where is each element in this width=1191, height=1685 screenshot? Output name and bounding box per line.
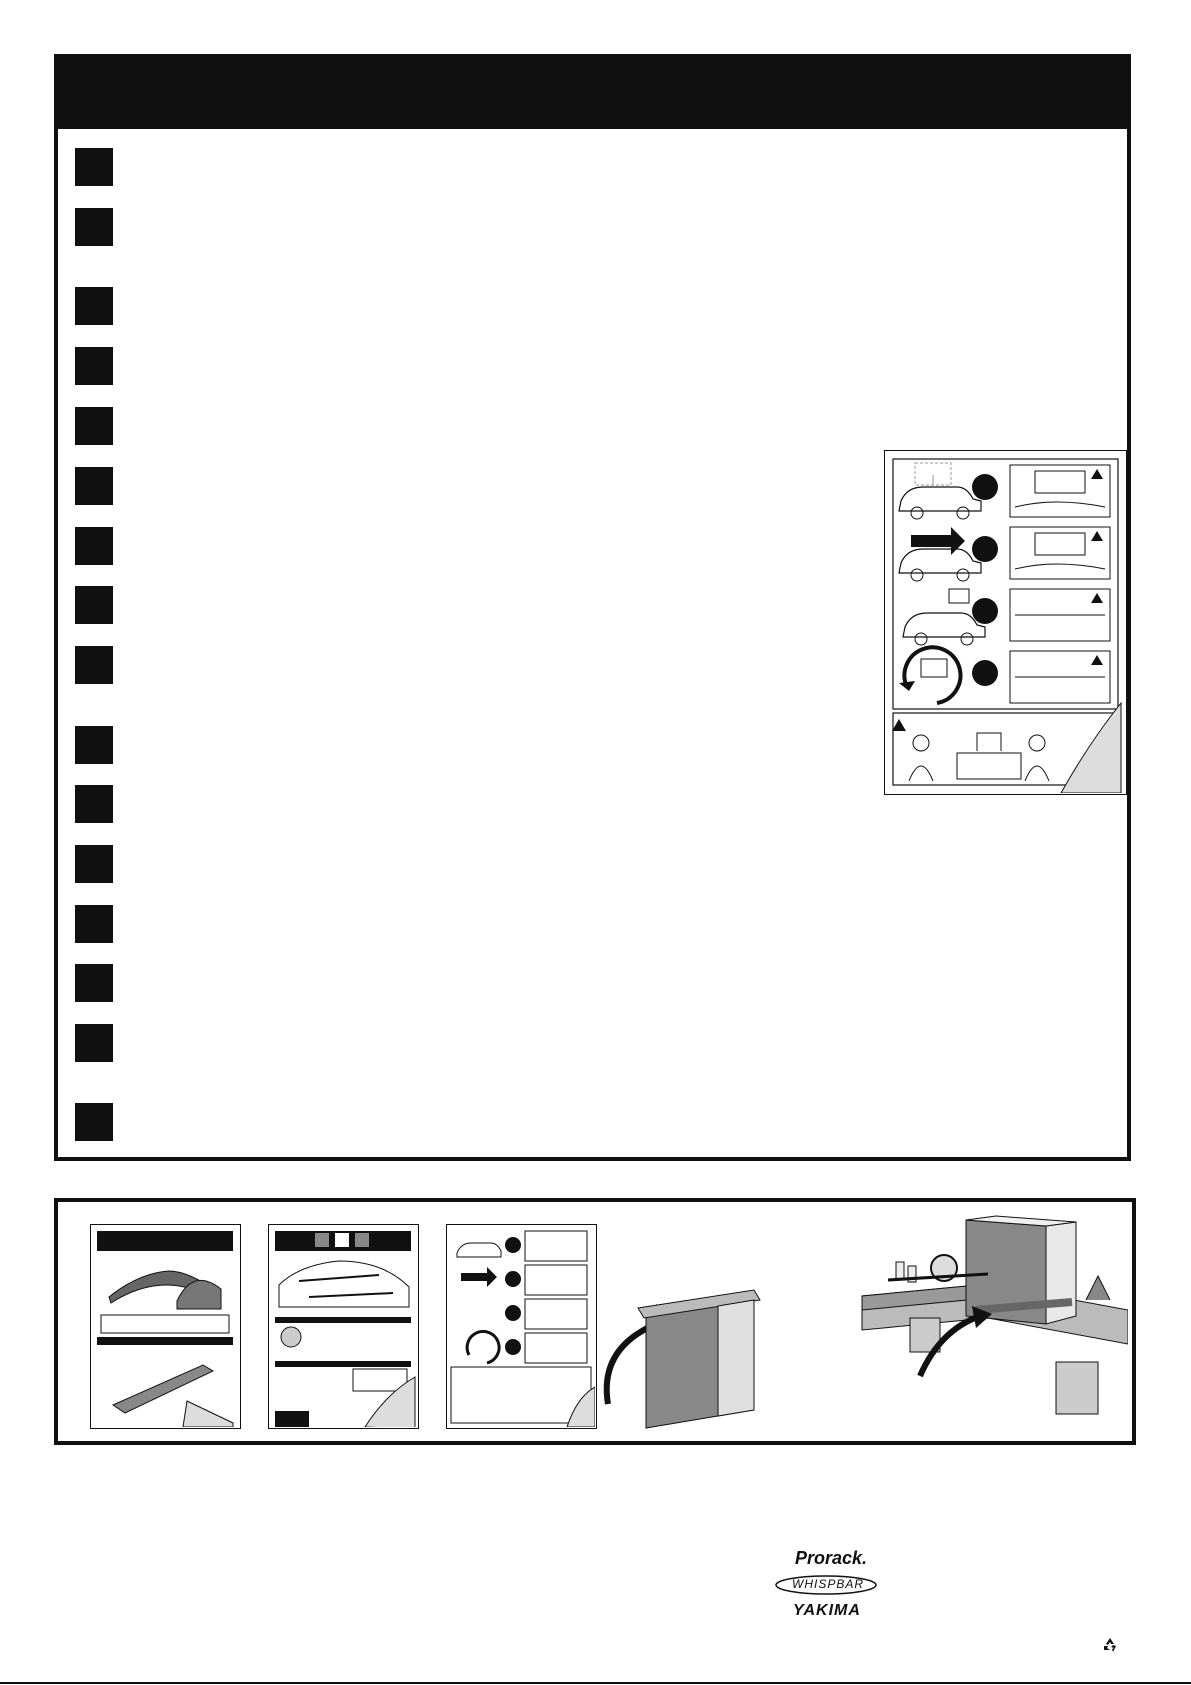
step-number-box — [75, 148, 113, 186]
stop-hand-icon — [972, 474, 998, 500]
warning-triangle-icon — [1091, 469, 1103, 479]
workbench-tools-illustration — [856, 1214, 1128, 1436]
step-number-box — [75, 347, 113, 385]
warning-triangle-icon — [1091, 593, 1103, 603]
curved-arrow-icon — [904, 647, 960, 703]
manual-thumbnail-1 — [90, 1224, 241, 1429]
step-number-box — [75, 1024, 113, 1062]
step-number-box — [75, 1103, 113, 1141]
warning-row-load — [899, 463, 1110, 519]
recycle-icon — [1101, 1636, 1119, 1654]
instructions-panel — [54, 54, 1131, 1161]
warning-row-brake — [903, 589, 1110, 645]
manual-thumbnail-2 — [268, 1224, 419, 1429]
yakima-logo: YAKIMA — [793, 1602, 861, 1619]
manual-thumbnail-3 — [446, 1224, 597, 1429]
prorack-logo: Prorack. — [795, 1548, 868, 1568]
stop-hand-icon — [972, 598, 998, 624]
warning-card — [884, 450, 1127, 795]
step-number-box — [75, 407, 113, 445]
step-number-box — [75, 586, 113, 624]
warning-triangle-icon — [892, 719, 906, 731]
page-bottom-rule — [0, 1682, 1191, 1684]
step-number-box — [75, 726, 113, 764]
fitting-kit-box-illustration — [578, 1268, 828, 1438]
whispbar-logo — [774, 1574, 878, 1596]
warning-row-turn — [899, 647, 1110, 703]
warning-row-drive — [899, 527, 1110, 581]
whispbar-logo-text: WHISPBAR — [792, 1577, 865, 1591]
kit-contents-panel — [54, 1198, 1136, 1445]
step-number-box — [75, 845, 113, 883]
stop-hand-icon — [972, 660, 998, 686]
arrow-right-icon — [911, 527, 965, 555]
step-number-box — [75, 287, 113, 325]
step-number-box — [75, 527, 113, 565]
step-number-box — [75, 785, 113, 823]
step-number-box — [75, 964, 113, 1002]
panel-header — [58, 58, 1127, 129]
stop-hand-icon — [972, 536, 998, 562]
warning-triangle-icon — [1091, 531, 1103, 541]
step-number-box — [75, 467, 113, 505]
step-number-box — [75, 646, 113, 684]
step-number-box — [75, 208, 113, 246]
warning-triangle-icon — [1091, 655, 1103, 665]
step-number-box — [75, 905, 113, 943]
warning-card-illustration — [885, 451, 1125, 793]
